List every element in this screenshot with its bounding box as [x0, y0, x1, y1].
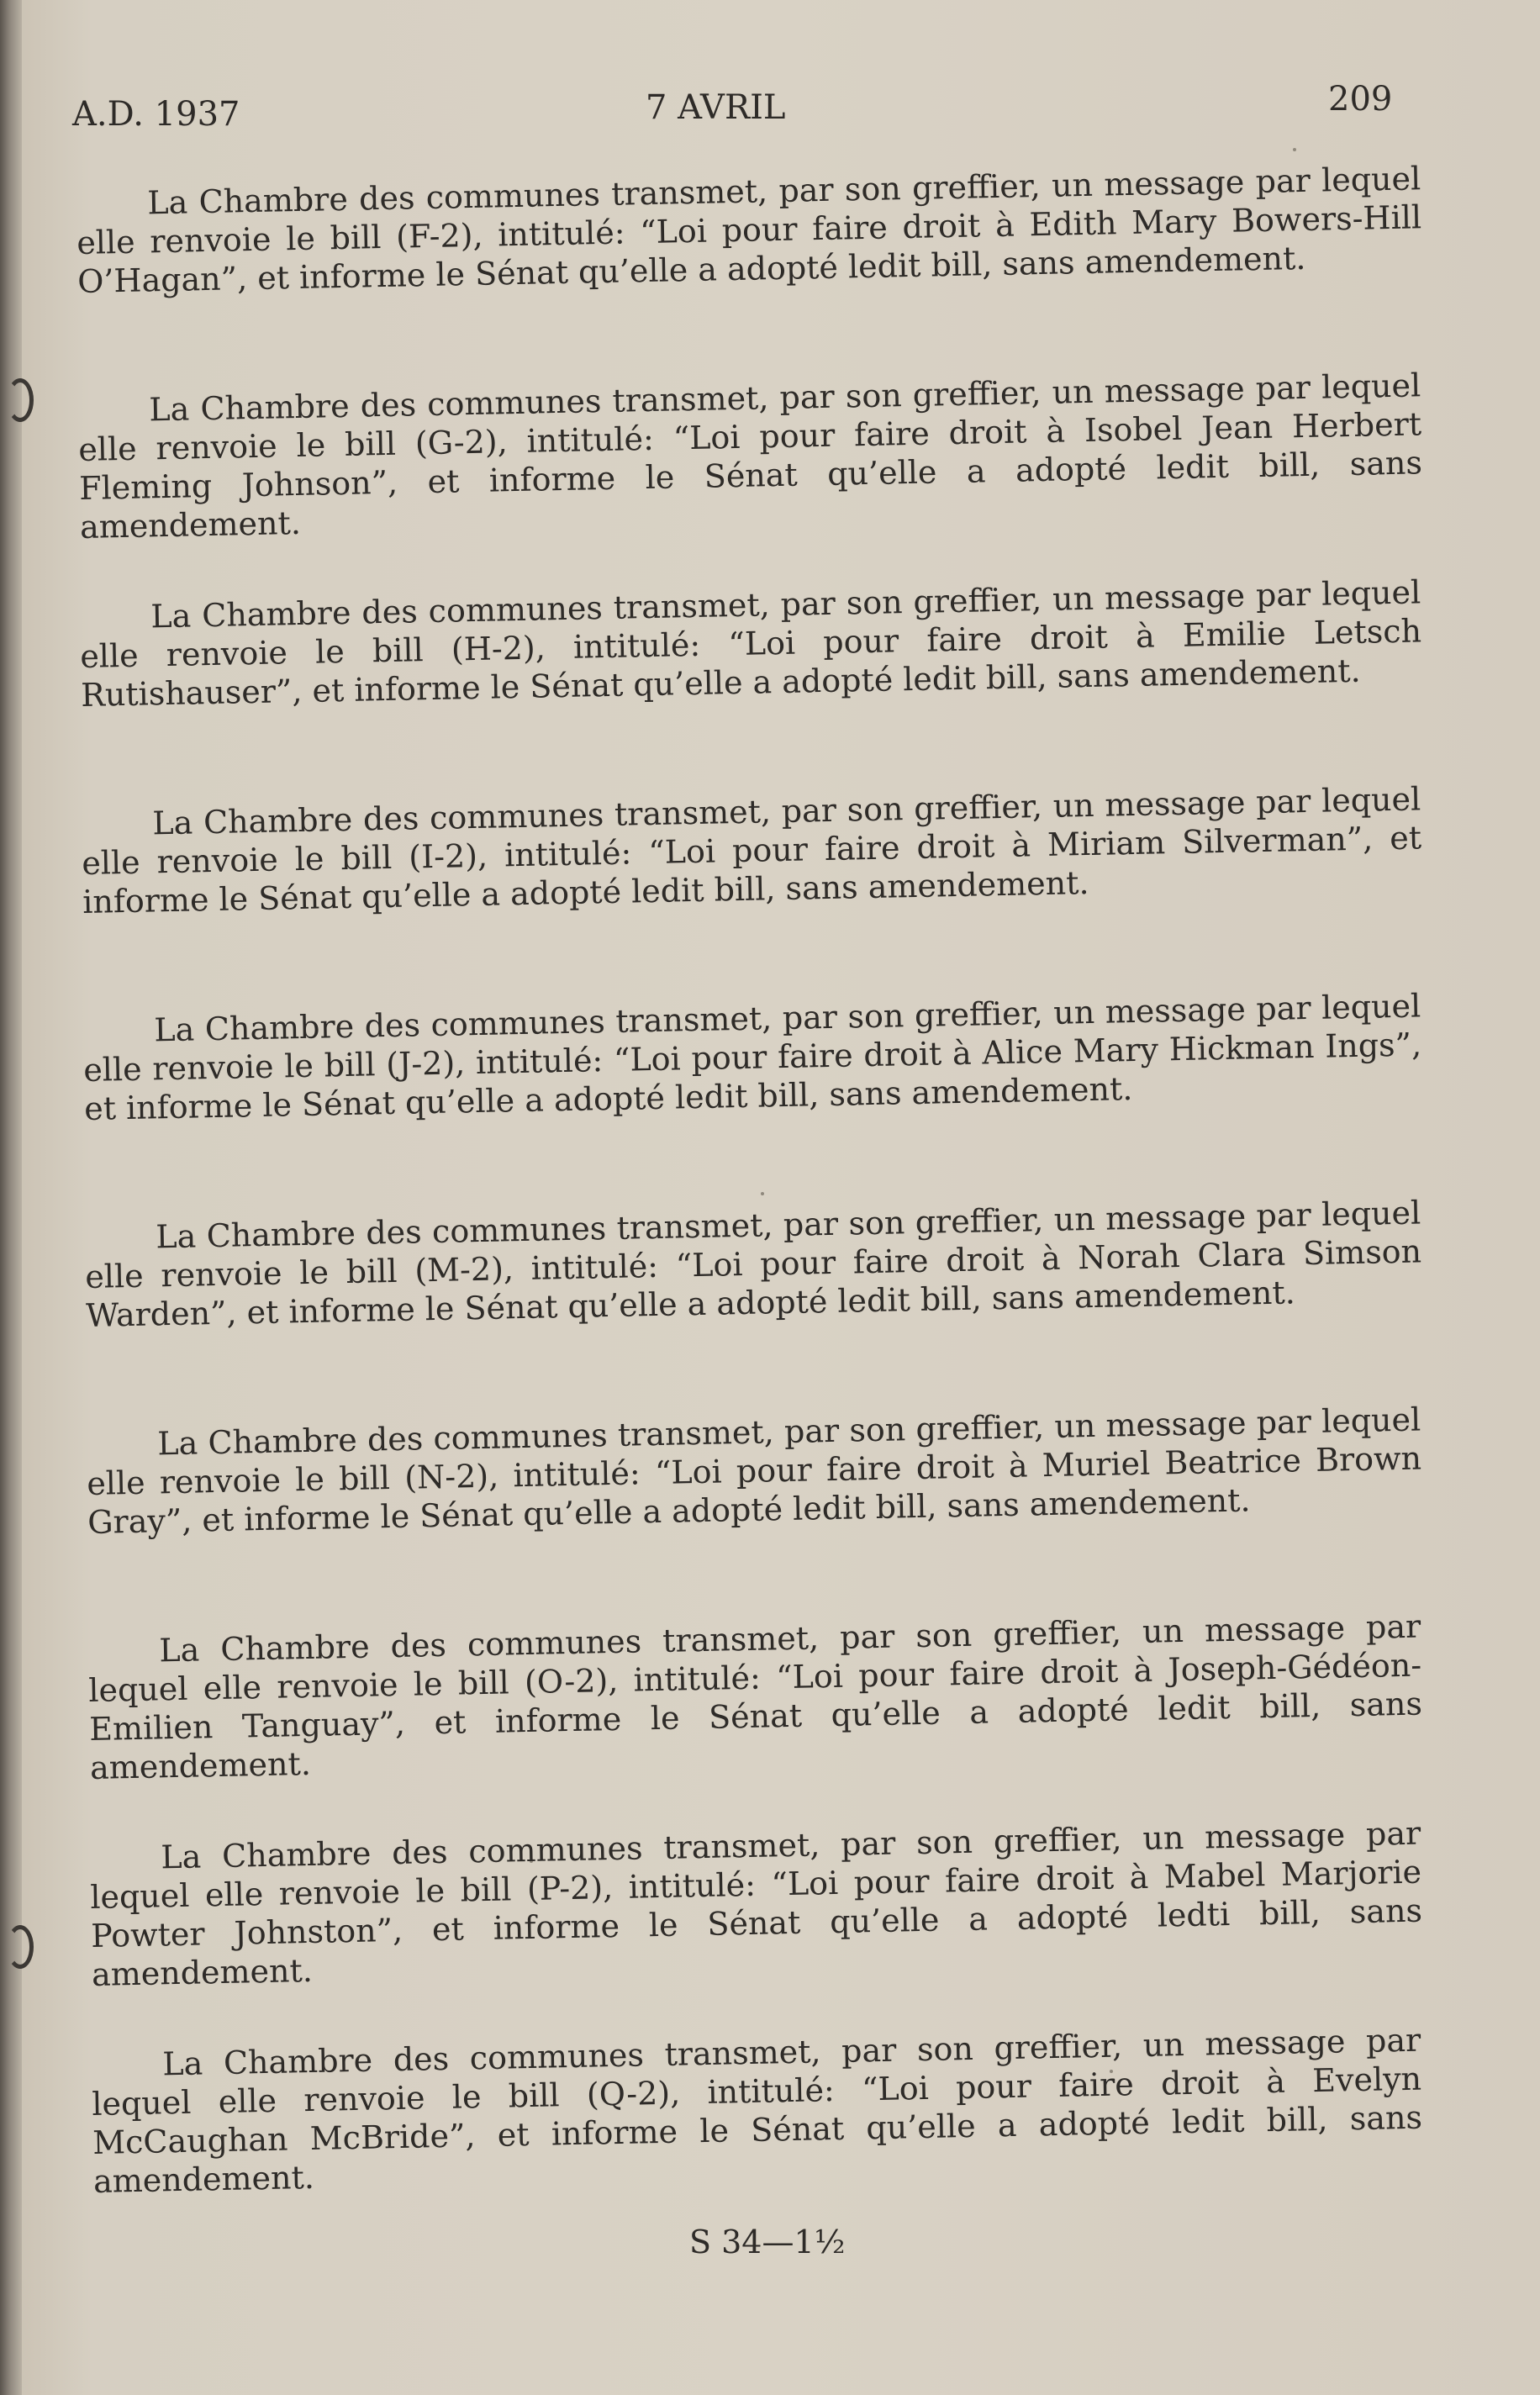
entry-paragraph	[89, 1814, 1424, 2046]
entry-paragraph	[84, 1193, 1424, 1425]
entry-text: La Chambre des communes transmet, par son greffier, un message par lequel elle renvoie le bill (M-2), intitulé: “Loi pour faire droit à Norah Clara Simson Warden”, et informe le Sénat qu’elle a adopté ledit bill, sans amendement.	[84, 1194, 1422, 1334]
entry-paragraph	[82, 986, 1424, 1219]
header-date: 7 AVRIL	[646, 88, 786, 127]
entry-text: La Chambre des communes transmet, par son greffier, un message par lequel elle renvoie le bill (G-2), intitulé: “Loi pour faire droit à Isobel Jean Herbert Fleming Johnson”, et informe le Sénat qu’elle a adopté ledit bill, sans amendement.	[77, 367, 1423, 546]
binding-hole-mark	[7, 378, 34, 422]
entry-paragraph	[79, 572, 1424, 805]
entry-paragraph	[76, 159, 1424, 392]
entry-paragraph	[86, 1401, 1424, 1633]
entry-text: La Chambre des communes transmet, par son greffier, un message par lequel elle renvoie le bill (J-2), intitulé: “Loi pour faire droit à Alice Mary Hickman Ings”, et informe le Sénat qu’elle a adopté ledit bill, sans amendement.	[82, 987, 1422, 1127]
entry-paragraph	[81, 779, 1424, 1012]
entry-text: La Chambre des communes transmet, par son greffier, un message par lequel elle renvoie le bill (H-2), intitulé: “Loi pour faire droit à Emilie Letsch Rutishauser”, et informe le Sénat qu’elle a adopté ledit bill, sans amendement.	[79, 573, 1422, 714]
paper-speck	[1293, 148, 1296, 151]
signature-mark: S 34—1½	[689, 2224, 846, 2260]
entry-text: La Chambre des communes transmet, par son greffier, un message par lequel elle renvoie le bill (Q-2), intitulé: “Loi pour faire droit à Evelyn McCaughan McBride”, et informe le Sénat qu’elle a adopté ledit bill, sans amendement.	[91, 2021, 1423, 2200]
entry-paragraph	[91, 2021, 1424, 2253]
entry-text: La Chambre des communes transmet, par son greffier, un message par lequel elle renvoie le bill (F-2), intitulé: “Loi pour faire droit à Edith Mary Bowers-Hill O’Hagan”, et informe le Sénat qu’elle a adopté ledit bill, sans amendement.	[76, 160, 1422, 300]
header-year: A.D. 1937	[72, 95, 240, 134]
entry-text: La Chambre des communes transmet, par son greffier, un message par lequel elle renvoie le bill (O-2), intitulé: “Loi pour faire droit à Joseph-Gédéon-Emilien Tanguay”, et informe le Sénat qu’elle a adopté ledit bill, sans amendement.	[87, 1607, 1423, 1786]
entry-text: La Chambre des communes transmet, par son greffier, un message par lequel elle renvoie le bill (P-2), intitulé: “Loi pour faire droit à Mabel Marjorie Powter Johnston”, et informe le Sénat qu’elle a adopté ledti bill, sans amendement.	[89, 1814, 1423, 1993]
entries-list	[76, 160, 1423, 2253]
page-header	[0, 80, 1540, 134]
entry-paragraph	[87, 1607, 1424, 1839]
binding-hole-mark	[7, 1925, 34, 1969]
entry-text: La Chambre des communes transmet, par son greffier, un message par lequel elle renvoie le bill (N-2), intitulé: “Loi pour faire droit à Muriel Beatrice Brown Gray”, et informe le Sénat qu’elle a adopté ledit bill, sans amendement.	[86, 1401, 1422, 1541]
entry-paragraph	[77, 366, 1424, 599]
entry-text: La Chambre des communes transmet, par son greffier, un message par lequel elle renvoie le bill (I-2), intitulé: “Loi pour faire droit à Miriam Silverman”, et informe le Sénat qu’elle a adopté ledit bill, sans amendement.	[81, 780, 1422, 921]
binding-edge	[0, 0, 22, 2395]
page-number: 209	[1328, 80, 1393, 119]
